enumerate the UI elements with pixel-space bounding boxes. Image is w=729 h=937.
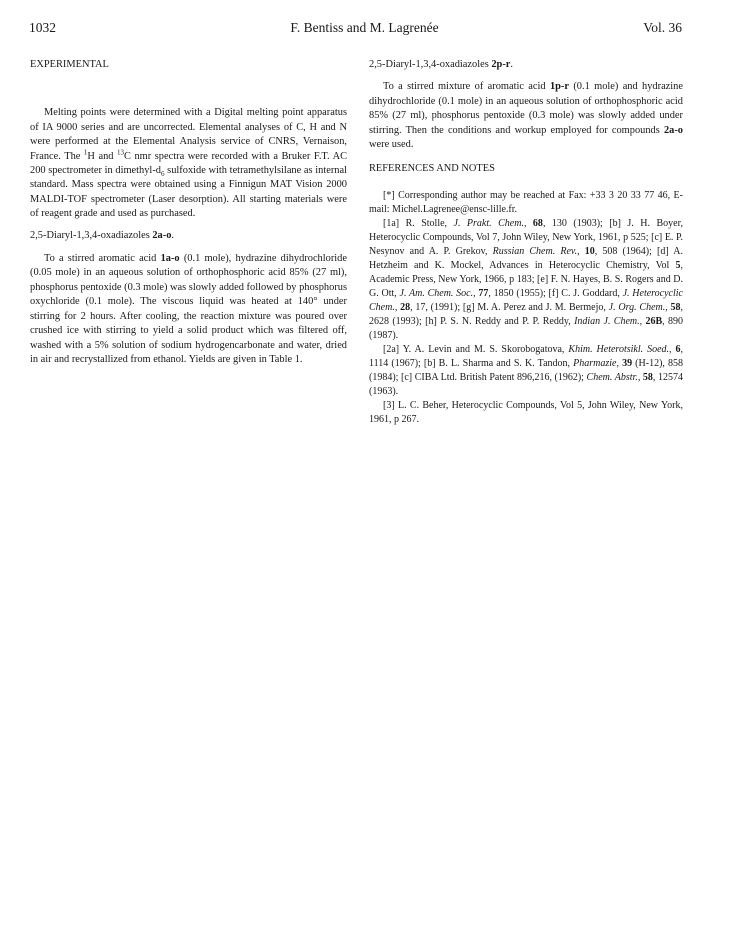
text-run: (0.1 mole), hydrazine dihydrochloride (0.05 mole) in an aqueous solution of orthophosphoric acid 85% (27 ml), phosphorus pentoxide (0.3 mole) was slowly added followed by phosphorus oxychloride (0.1 mole). The viscous liquid was heated at 140° under stirring for 2 hours. After cooling, the reaction mixture was poured over crushed ice with stirring to yield a solid product which was filtered off, washed with a 5% solution of sodium hydrogencarbonate and water, dried in air and recrystallized from ethanol. Yields are given in Table 1. [30,253,347,365]
text-run: , 17, (1991); [g] M. A. Perez and J. M. Bermejo, [410,301,609,313]
references-title: REFERENCES AND NOTES [369,163,495,175]
page-number: 1032 [29,20,56,35]
reference-3: [3] L. C. Beher, Heterocyclic Compounds, Vol 5, John Wiley, New York, 1961, p 267. [369,399,683,425]
text-run: (H-12), 858 (1984); [c] CIBA Ltd. British Patent 896,216, (1962); [369,357,683,383]
superscript: 1 [83,148,88,157]
references-list [369,189,683,427]
volume-number: 10 [579,245,595,257]
text-run: were used. [369,139,414,151]
text-run: . [171,229,174,241]
journal-volume: Vol. 36 [643,20,682,35]
right-column [369,58,683,427]
subheading-2p-r [369,58,683,72]
compound-label: 1a-o [160,253,180,265]
text-run: , 508 (1964); [d] A. Hetzheim and K. Mockel, Advances in Heterocyclic Chemistry, Vol [369,245,683,271]
text-run: H and [87,150,118,162]
journal-name: J. Heterocyclic Chem., [369,287,683,313]
journal-name: J. Prakt. Chem., [453,217,527,229]
text-run: To a stirred aromatic acid [44,253,161,265]
reference-2 [369,343,683,399]
superscript: 13 [117,148,125,157]
compound-label: 2a-o [152,229,172,241]
volume-number: 6 [671,343,681,355]
reference-note-star: [*] Corresponding author may be reached at Fax: +33 3 20 33 77 46, E-mail: Michel.Lagrenee@ensc-lille.fr. [369,189,683,215]
text-run: sulfoxide with tetramethylsilane as internal standard. Mass spectra were obtained using a Finnigun MAT Vision 2000 MALDI-TOF spectrometer (Laser desorption). All starting materials were of reagent grade and used as purchased. [30,165,347,220]
compound-label: 2p-r [491,59,511,70]
text-run: , 130 (1903); [b] J. H. Boyer, Heterocyclic Compounds, Vol 7, John Wiley, New York, 1961, p 525; [c] E. P. Nesynov and A. P. Grekov, [369,217,684,257]
text-run: , 12574 (1963). [369,371,683,397]
volume-number: 26B [642,315,663,327]
text-run: , Academic Press, New York, 1966, p 183; [e] F. N. Hayes, B. S. Rogers and D. G. Ott, [369,259,683,299]
paragraph-procedure-2a-o [30,252,347,367]
journal-name: J. Am. Chem. Soc., [399,287,476,299]
running-head-authors: F. Bentiss and M. Lagrenée [290,20,439,35]
paragraph-instrumentation [30,106,347,221]
text-run: 2,5-Diaryl-1,3,4-oxadiazoles [369,59,492,70]
text-run: C nmr spectra were recorded with a Bruker F.T. AC 200 spectrometer in dimethyl-d [30,150,348,177]
text-run: , 2628 (1993); [h] P. S. N. Reddy and P. P. Reddy, [369,301,684,327]
journal-name: Indian J. Chem., [574,315,643,327]
volume-number: 28 [397,301,411,313]
text-run: [1a] R. Stolle, [383,217,454,229]
compound-label: 2a-o [663,124,683,136]
reference-1 [369,217,683,343]
volume-number: 77 [475,287,489,299]
volume-number: 58 [640,371,653,383]
left-column [30,58,347,367]
compound-label: 1p-r [549,81,569,93]
text-run: 2,5-Diaryl-1,3,4-oxadiazoles [30,229,153,241]
text-run: , 1850 (1955); [f] C. J. Goddard, [488,287,623,299]
text-run: To a stirred mixture of aromatic acid [383,81,550,93]
journal-name: Russian Chem. Rev., [492,245,580,257]
volume-number: 58 [667,301,681,313]
text-run: , 1114 (1967); [b] B. L. Sharma and S. K. Tandon, [369,343,684,369]
subscript: 6 [160,170,165,179]
text-run: , 890 (1987). [369,315,684,341]
paragraph-procedure-2p-r [369,80,683,152]
journal-name: J. Org. Chem., [608,301,668,313]
journal-name: Pharmazie, [573,357,619,369]
journal-name: Chem. Abstr., [586,371,641,383]
subheading-2a-o [30,229,347,243]
text-run: Melting points were determined with a Digital melting point apparatus of IA 9000 series and are uncorrected. Elemental analyses of C, H and N were performed at the Elemental Analysis service of CNRS, Vernaison, France. The [30,107,347,162]
section-title-experimental: EXPERIMENTAL [30,59,109,70]
volume-number: 68 [526,217,543,229]
volume-number: 39 [618,357,633,369]
journal-name: Khim. Heterotsikl. Soed., [568,343,672,355]
text-run: [2a] Y. A. Levin and M. S. Skorobogatova, [383,343,569,355]
text-run: (0.1 mole) and hydrazine dihydrochloride (0.1 mole) in an aqueous solution of orthophosphoric acid 85% (27 ml), phosphorus pentoxide (0.3 mole) was slowly added under stirring. Then the conditions and workup employed for compounds [369,81,683,136]
text-run: . [510,59,513,70]
volume-number: 5 [675,259,681,271]
